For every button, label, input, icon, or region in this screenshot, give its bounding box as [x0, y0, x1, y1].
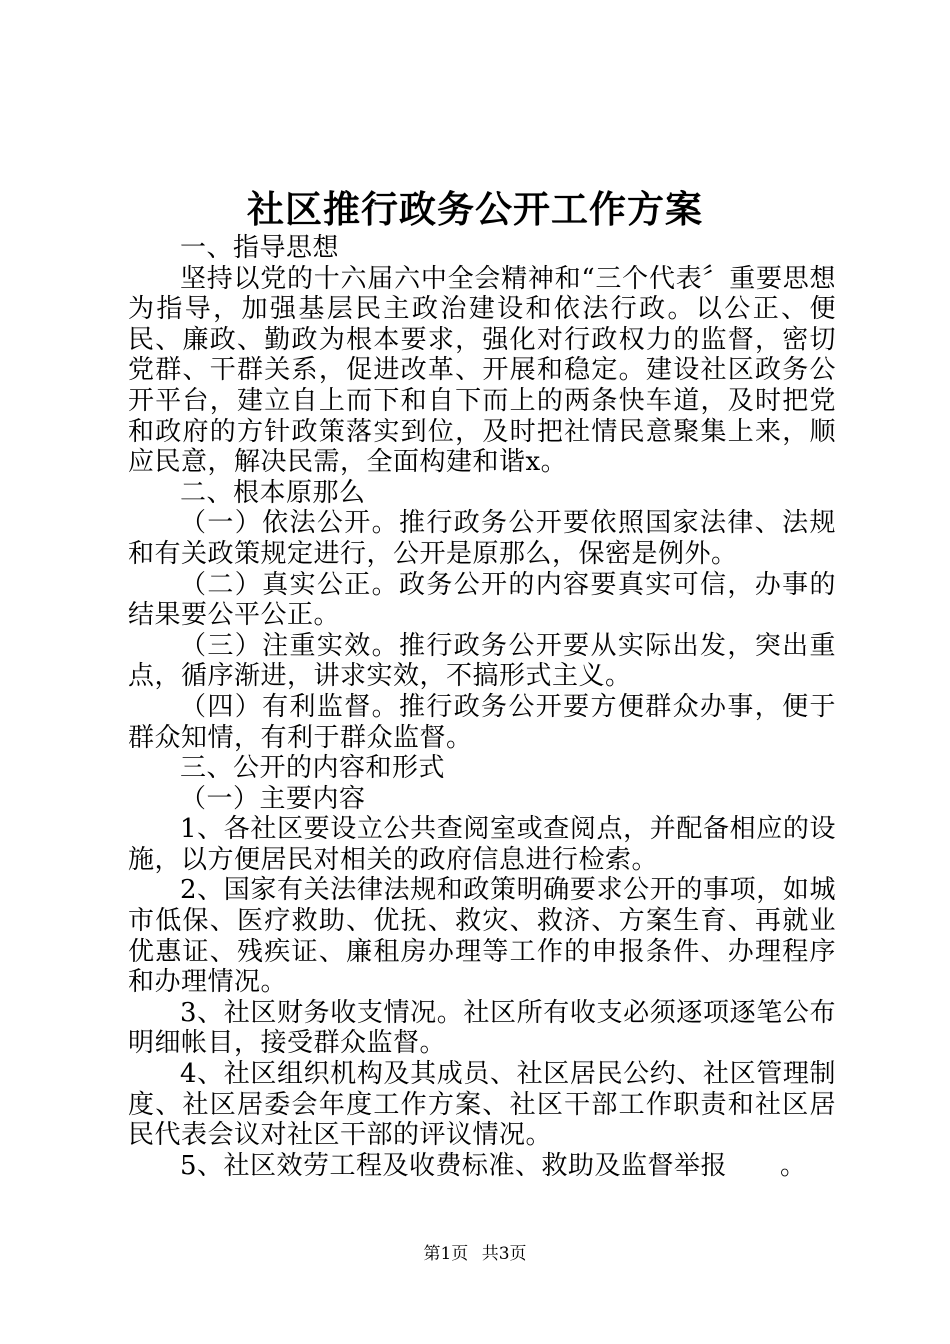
page-footer — [0, 1242, 950, 1266]
list-item: 4、社区组织机构及其成员、社区居民公约、社区管理制度、社区居委会年度工作方案、社区干部工作职责和社区居民代表会议对社区干部的评议情况。 — [128, 1059, 836, 1151]
list-item: 5、社区效劳工程及收费标准、救助及监督举报 。 — [180, 1150, 807, 1181]
body-paragraph: （三）注重实效。推行政务公开要从实际出发，突出重点，循序渐进，讲求实效，不搞形式主义。 — [128, 630, 836, 692]
document-title: 社区推行政务公开工作方案 — [247, 187, 703, 231]
list-item: 2、国家有关法律法规和政策明确要求公开的事项，如城市低保、医疗救助、优抚、救灾、救济、方案生育、再就业优惠证、残疾证、廉租房办理等工作的申报条件、办理程序和办理情况。 — [128, 875, 836, 998]
page-total: 共3页 — [481, 1244, 527, 1264]
list-item: 3、社区财务收支情况。社区所有收支必须逐项逐笔公布明细帐目，接受群众监督。 — [128, 997, 836, 1059]
list-item: 1、各社区要设立公共查阅室或查阅点，并配备相应的设施，以方便居民对相关的政府信息进行检索。 — [128, 814, 836, 875]
body-paragraph: （二）真实公正。政务公开的内容要真实可信，办事的结果要公平公正。 — [128, 569, 836, 631]
body-paragraph: （一）依法公开。推行政务公开要依照国家法律、法规和有关政策规定进行，公开是原那么，保密是例外。 — [128, 508, 836, 569]
body-paragraph: 坚持以党的十六届六中全会精神和“三个代表〞重要思想为指导，加强基层民主政治建设和依法行政。以公正、便民、廉政、勤政为根本要求，强化对行政权力的监督，密切党群、干群关系，促进改革、开展和稳定。建设社区政务公开平台，建立自上而下和自下而上的两条快车道，及时把党和政府的方针政策落实到位，及时把社情民意聚集上来，顺应民意，解决民需，全面构建和谐x。 — [128, 263, 836, 478]
subsection-heading: （一）主要内容 — [180, 783, 366, 814]
section-heading: 三、公开的内容和形式 — [180, 753, 446, 784]
section-heading: 一、指导思想 — [180, 233, 340, 263]
page-number: 第1页 — [423, 1244, 469, 1264]
body-paragraph: （四）有利监督。推行政务公开要方便群众办事，便于群众知情，有利于群众监督。 — [128, 691, 836, 753]
section-heading: 二、根本原那么 — [180, 477, 366, 508]
document-body — [128, 233, 836, 1181]
